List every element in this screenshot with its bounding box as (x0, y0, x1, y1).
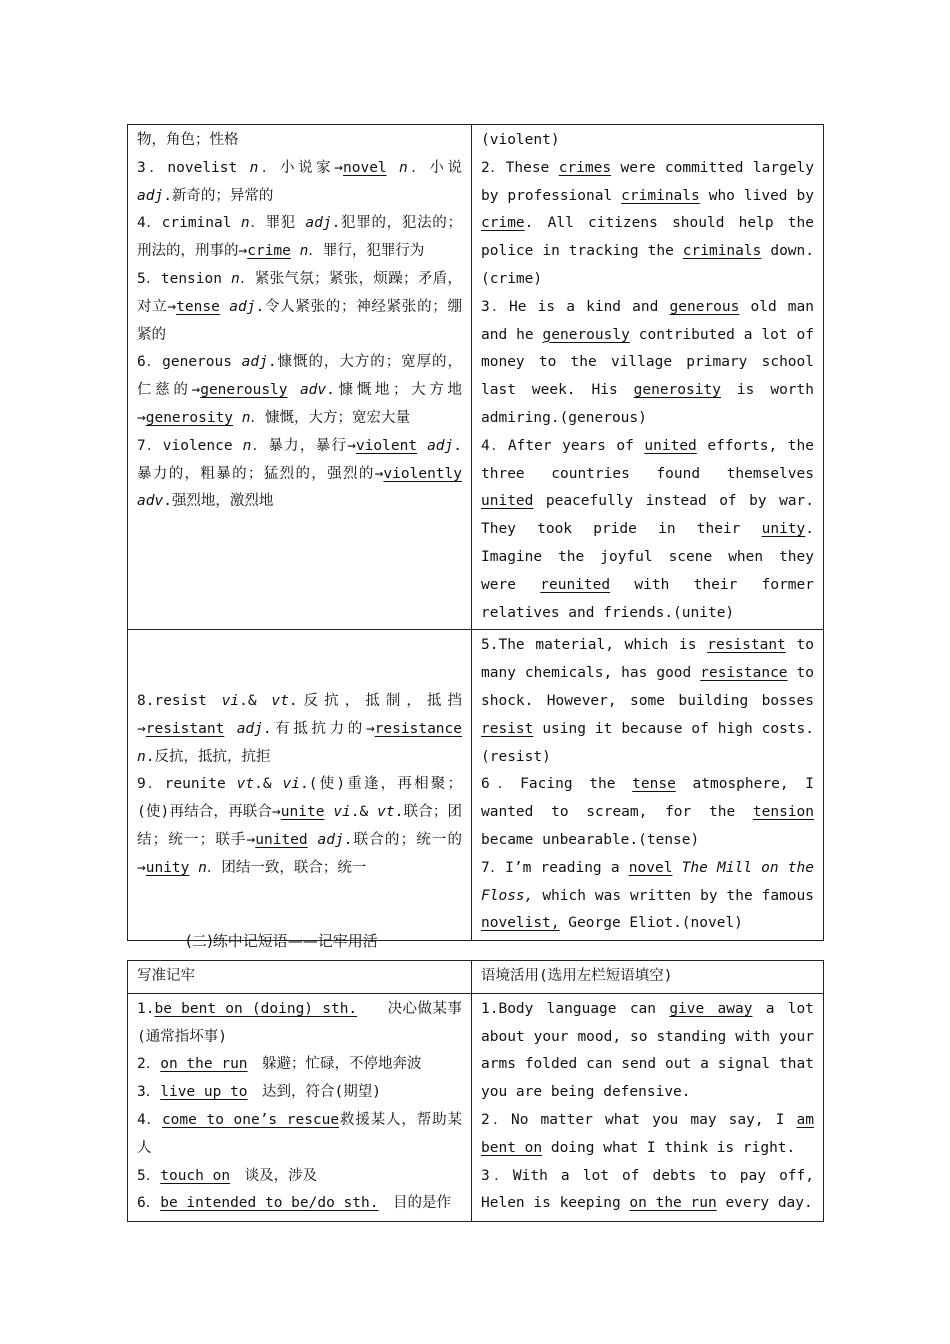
text-run: is worth admiring.(generous) (481, 382, 814, 426)
answer-blank: live up to (160, 1084, 248, 1101)
entry-paragraph (137, 210, 462, 266)
text-run: peacefully instead of by war. They took pride in their (481, 493, 814, 538)
context-practice-cell (472, 630, 824, 941)
entry-paragraph (481, 1163, 814, 1219)
part-of-speech: vi (282, 776, 300, 793)
answer-blank: criminals (621, 187, 700, 204)
part-of-speech: n (249, 159, 259, 176)
text-run: .& (254, 776, 283, 793)
text-run: .(使)重逢，再相聚；(使)再结合，再联合→ (137, 776, 462, 821)
word-family-cell (128, 125, 472, 630)
entry-paragraph (137, 1051, 462, 1079)
entry-paragraph (481, 855, 814, 938)
entry-paragraph (137, 771, 462, 882)
text-run: every day. (716, 1195, 813, 1212)
part-of-speech: adv (137, 493, 164, 510)
text-run: .联合的；统一的→ (137, 831, 463, 876)
answer-blank: novel (628, 859, 673, 876)
phrase-list-cell (128, 993, 472, 1221)
text-run: .暴力的，粗暴的；猛烈的，强烈的→ (137, 437, 462, 482)
text-run: ．紧张气氛；紧张，烦躁；矛盾，对立→ (137, 270, 462, 315)
text-run: were committed largely by professional (481, 159, 814, 204)
answer-blank: resistant (145, 720, 225, 737)
text-run: 目的是作 (378, 1195, 451, 1212)
text-run: . All citizens should help the police in tracking the (481, 215, 814, 260)
answer-blank: novelist, (481, 915, 560, 932)
answer-blank: give away (669, 1000, 753, 1017)
entry-paragraph (137, 688, 462, 771)
text-run (220, 299, 229, 315)
text-run: ．团结一致，联合；统一 (206, 859, 367, 876)
answer-blank: generously (542, 326, 630, 343)
text-run: which was written by the famous (533, 887, 814, 904)
answer-blank: generosity (633, 382, 721, 399)
part-of-speech: vi (221, 692, 240, 709)
answer-blank: touch on (160, 1167, 231, 1184)
word-family-cell (128, 630, 472, 941)
text-run: became unbearable.(tense) (481, 831, 700, 848)
text-run: .新奇的；异常的 (163, 187, 274, 204)
entry-paragraph (481, 1107, 814, 1163)
part-of-speech: vt (377, 804, 395, 821)
text-run: 1.Body language can (481, 1000, 670, 1017)
part-of-speech: n (241, 409, 251, 426)
answer-blank: resistance (374, 720, 462, 737)
part-of-speech: adj (427, 437, 454, 454)
answer-blank: come to one’s rescue (161, 1111, 340, 1128)
text-run: 2．No matter what you may say, I (481, 1111, 797, 1128)
answer-blank: crime (247, 243, 291, 260)
text-run: 2． (137, 1056, 161, 1073)
entry-paragraph (137, 155, 462, 211)
text-run: 7．violence (137, 437, 243, 454)
text-run (324, 804, 333, 820)
part-of-speech: n (198, 859, 207, 876)
answer-blank: united (255, 831, 308, 848)
part-of-speech: vt (271, 692, 289, 709)
table-row (128, 125, 824, 630)
text-run: ．小说家→ (258, 159, 343, 176)
part-of-speech: n (231, 270, 240, 287)
text-run: 决心做某事(通常指坏事) (137, 1000, 462, 1045)
text-run: George Eliot.(novel) (559, 915, 743, 932)
text-run (387, 160, 399, 176)
text-run: 3．He is a kind and (481, 298, 670, 315)
text-run: .慷慨地；大方地→ (137, 382, 463, 426)
answer-blank: criminals (682, 243, 762, 260)
entry-paragraph (481, 632, 814, 771)
answer-blank: resistant (707, 637, 786, 654)
answer-blank: generosity (145, 409, 234, 426)
text-run (288, 382, 300, 398)
text-run: to many chemicals, has good (481, 637, 814, 682)
text-run: .强烈地，激烈地 (163, 493, 274, 510)
answer-blank: violent (355, 437, 418, 454)
entry-paragraph (137, 1190, 462, 1218)
text-run: 谈及，涉及 (230, 1167, 318, 1184)
text-run: efforts, the three countries found themselves (481, 437, 814, 482)
text-run: 躲避；忙碌，不停地奔波 (247, 1056, 422, 1073)
entry-paragraph (481, 127, 814, 155)
text-run: 4．After years of (481, 437, 645, 454)
column-header-memorize: 写准记牢 (128, 961, 472, 994)
part-of-speech: n (242, 437, 252, 454)
table-header-row (128, 961, 824, 994)
text-run: 5． (137, 1167, 161, 1184)
part-of-speech: adv (299, 382, 327, 399)
text-run: using it because of high costs.(resist) (481, 720, 814, 765)
text-run: 5.The material, which is (481, 637, 708, 654)
text-run: down.(crime) (481, 243, 814, 287)
text-run: with their former relatives and friends.(unite) (481, 576, 814, 621)
text-run: .令人紧张的；神经紧张的；绷紧的 (137, 298, 463, 343)
text-run: . Imagine the joyful scene when they were (481, 521, 814, 593)
answer-blank: united (481, 493, 534, 510)
part-of-speech: The Mill on the Floss, (481, 859, 814, 904)
text-run: 7．I’m reading a (481, 859, 629, 876)
entry-paragraph (137, 1079, 462, 1107)
text-run: .犯罪的，犯法的；刑法的，刑事的→ (137, 215, 462, 260)
part-of-speech: n (398, 159, 408, 176)
text-run: .反抗，抵制，抵挡→ (137, 692, 462, 737)
part-of-speech: vi (333, 804, 351, 821)
part-of-speech: adj (317, 831, 344, 848)
text-run: doing what I think is right. (542, 1139, 796, 1156)
text-run: 3．novelist (137, 159, 250, 176)
answer-blank: unity (761, 521, 806, 538)
part-of-speech: adj (229, 298, 256, 315)
entry-paragraph (481, 771, 814, 854)
answer-blank: reunited (540, 576, 611, 593)
text-run (672, 860, 681, 876)
text-run: 5．tension (137, 270, 232, 287)
text-run: 6． (137, 1195, 161, 1212)
answer-blank: resistance (700, 665, 788, 682)
answer-blank: generous (669, 298, 740, 315)
entry-paragraph (137, 127, 462, 155)
answer-blank: tense (176, 298, 220, 315)
answer-blank: novel (343, 159, 387, 176)
text-run: ．罪行，犯罪行为 (308, 243, 425, 260)
answer-blank: violently (383, 465, 462, 482)
answer-blank: on the run (160, 1056, 248, 1073)
text-run: 4． (137, 1111, 162, 1128)
table-row (128, 993, 824, 1221)
text-run: 物，角色；性格 (137, 132, 239, 148)
answer-blank: united (644, 437, 697, 454)
answer-blank: on the run (629, 1195, 717, 1212)
text-run: (violent) (481, 132, 560, 148)
text-run (224, 721, 236, 737)
text-run: 1. (137, 1000, 155, 1017)
text-run: .& (239, 692, 272, 709)
entry-paragraph (137, 266, 462, 349)
part-of-speech: vt (236, 776, 255, 793)
text-run: 6．Facing the (481, 776, 633, 793)
answer-blank: generously (200, 382, 288, 399)
text-run: old man and he (481, 298, 814, 343)
entry-paragraph (137, 433, 462, 516)
answer-blank: tense (632, 776, 676, 793)
text-run: .反抗，抵抗，抗拒 (145, 748, 271, 765)
text-run: 3． (137, 1084, 161, 1101)
text-run: .慷慨的，大方的；宽厚的，仁慈的→ (137, 354, 462, 399)
part-of-speech: n (137, 748, 146, 765)
entry-paragraph (137, 996, 462, 1052)
part-of-speech: adj (241, 354, 268, 371)
text-run (189, 860, 198, 876)
text-run: 9．reunite (137, 776, 237, 793)
text-run (233, 410, 242, 426)
text-run (291, 243, 300, 259)
answer-blank: be intended to be/do sth. (160, 1195, 379, 1212)
part-of-speech: n (299, 243, 309, 260)
table-row (128, 630, 824, 941)
text-run: 4．criminal (137, 215, 241, 232)
text-run: a lot about your mood, so standing with your arms folded can send out a signal that you are being defensive. (481, 1000, 814, 1101)
context-practice-cell (472, 125, 824, 630)
answer-blank: crimes (558, 159, 612, 176)
text-run (417, 438, 427, 454)
phrase-practice-cell (472, 993, 824, 1221)
text-run: ．慷慨，大方；宽宏大量 (250, 409, 411, 426)
entry-paragraph (137, 349, 462, 432)
text-run: ．罪犯 (249, 215, 306, 232)
text-run (308, 832, 318, 848)
answer-blank: crime (481, 215, 525, 232)
entry-paragraph (481, 294, 814, 433)
part-of-speech: n (240, 215, 250, 232)
column-header-context: 语境活用(选用左栏短语填空) (472, 961, 824, 994)
part-of-speech: adj (137, 187, 164, 204)
entry-paragraph (137, 1163, 462, 1191)
text-run: ．小说 (407, 159, 462, 176)
text-run: 达到，符合(期望) (247, 1084, 382, 1101)
answer-blank: unity (145, 859, 190, 876)
phrase-table (127, 960, 824, 1222)
text-run: 3．With a lot of debts to pay off, Helen is keeping (481, 1167, 814, 1212)
section-title: (二)练中记短语——记牢用活 (186, 932, 378, 950)
text-run: who lived by (699, 187, 814, 204)
text-run: 2．These (481, 159, 559, 176)
answer-blank: be bent on (doing) sth. (154, 1000, 358, 1017)
text-run: .有抵抗力的→ (262, 720, 375, 737)
text-run: 救援某人，帮助某人 (137, 1111, 462, 1156)
vocabulary-table (127, 124, 824, 941)
entry-paragraph (481, 996, 814, 1107)
text-run: .& (350, 804, 378, 821)
text-run: .联合；团结；统一；联手→ (137, 804, 462, 848)
entry-paragraph (481, 155, 814, 294)
text-run: 6．generous (137, 354, 242, 371)
text-run: atmosphere, I wanted to scream, for the (481, 776, 814, 821)
text-run: 8.resist (137, 692, 222, 709)
answer-blank: unite (280, 804, 325, 821)
answer-blank: tension (752, 804, 814, 821)
part-of-speech: adj (236, 720, 263, 737)
answer-blank: resist (481, 720, 534, 737)
part-of-speech: adj (305, 215, 332, 232)
entry-paragraph (481, 433, 814, 628)
text-run: to shock. However, some building bosses (481, 665, 814, 709)
entry-paragraph (137, 1107, 462, 1163)
text-run: ．暴力，暴行→ (251, 437, 356, 454)
text-run: contributed a lot of money to the village primary school last week. His (481, 326, 815, 399)
answer-blank: am bent on (481, 1111, 814, 1156)
